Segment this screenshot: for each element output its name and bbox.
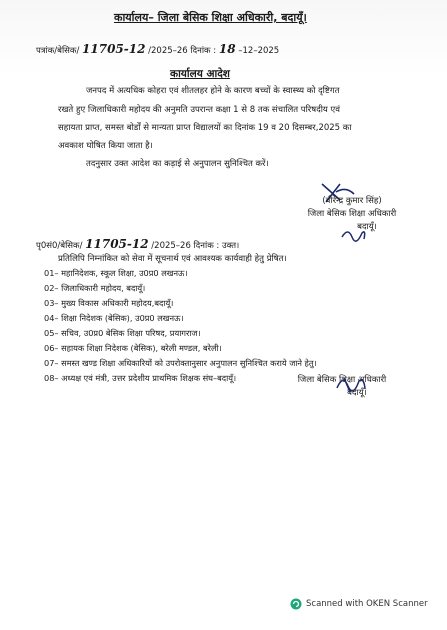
ref-prefix: पत्रांक/बेसिक/ (36, 46, 80, 56)
signature-2-scrawl-icon (334, 372, 368, 394)
reference-line (36, 43, 279, 56)
order-body-line-4: अवकाश घोषित किया जाता है। (58, 141, 153, 151)
order-body-line-2: रखते हुए जिलाधिकारी महोदय की अनुमति उपरान्त कक्षा 1 से 8 तक संचालित परिषदीय एवं (58, 105, 340, 115)
list-item: 05– सचिव, उ0प्र0 बेसिक शिक्षा परिषद, प्रयागराज। (44, 328, 201, 338)
signature-1-initials-icon (340, 225, 368, 243)
officer-designation: जिला बेसिक शिक्षा अधिकारी (307, 209, 397, 220)
copy-intro: प्रतिलिपि निम्नांकित को सेवा में सूचनार्थ एवं आवश्यक कार्यवाही हेतु प्रेषित। (58, 254, 287, 264)
list-item: 04– शिक्षा निदेशक (बेसिक), उ0प्र0 लखनऊ। (44, 313, 184, 323)
officer-place: बदायूँ। (357, 222, 377, 233)
list-item: 07– समस्त खण्ड शिक्षा अधिकारियों को उपरोक्तानुसार अनुपालन सुनिश्चित कराये जाने हेतु। (44, 358, 317, 368)
order-body-line-3: सहायता प्राप्त, समस्त बोर्डों से मान्यता प्राप्त विद्यालयों का दिनांक 19 व 20 दिसम्बर,2025 का (58, 123, 352, 133)
list-item: 02– जिलाधिकारी महोदय, बदायूँ। (44, 283, 146, 293)
list-item: 01– महानिदेशक, स्कूल शिक्षा, उ0प्र0 लखनऊ। (44, 268, 188, 278)
compliance-line: तदनुसार उक्त आदेश का कड़ाई से अनुपालन सुनिश्चित करें। (86, 159, 269, 169)
list-item: 08– अध्यक्ष एवं मंत्री, उत्तर प्रदेशीय प्राथमिक शिक्षक संघ–बदायूँ। (44, 373, 237, 383)
ref-day-handwritten: 18 (218, 42, 236, 56)
list-item: 06– सहायक शिक्षा निदेशक (बेसिक), बरेली मण्डल, बरेली। (44, 343, 222, 353)
officer-name: (वीरेन्द्र कुमार सिंह) (322, 196, 382, 206)
signatory-designation: जिला बेसिक शिक्षा अधिकारी (297, 375, 387, 385)
order-title: कार्यालय आदेश (170, 68, 230, 80)
copy-ref-prefix: पृ0सं0/बेसिक/ (36, 241, 83, 251)
scanner-text: Scanned with OKEN Scanner (306, 599, 428, 609)
scanner-watermark (290, 598, 428, 610)
office-title: कार्यालय– जिला बेसिक शिक्षा अधिकारी, बदायूँ। (114, 11, 307, 24)
ref-year: /2025–26 दिनांक : (148, 46, 217, 56)
scanner-logo-icon (290, 598, 302, 610)
copy-reference-line (36, 238, 239, 251)
signatory-place: बदायूँ। (347, 388, 367, 399)
ref-number-handwritten: 11705-12 (82, 42, 146, 56)
order-body-line-1: जनपद में अत्यधिक कोहरा एवं शीतलहर होने के कारण बच्चों के स्वास्थ्य को दृष्टिगत (86, 86, 340, 96)
ref-rest: –12–2025 (238, 46, 280, 56)
copy-ref-number-handwritten: 11705-12 (85, 237, 149, 251)
list-item: 03– मुख्य विकास अधिकारी महोदय,बदायूँ। (44, 298, 174, 308)
copy-ref-rest: /2025–26 दिनांक : उक्त। (151, 241, 240, 251)
